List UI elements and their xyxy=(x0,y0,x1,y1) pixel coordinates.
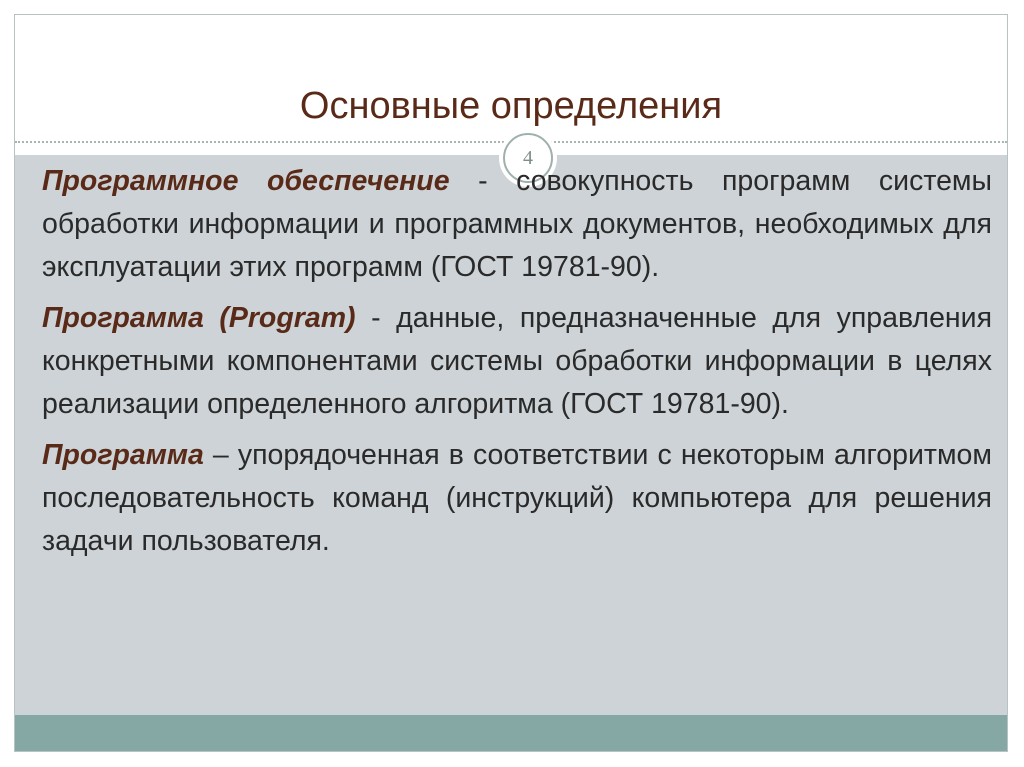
definitions-text xyxy=(42,160,992,571)
slide-title: Основные определения xyxy=(299,85,723,127)
definition-text: - совокупность программ системы обработки информации и программных документов, необходимых для эксплуатации этих программ (ГОСТ 19781-90). xyxy=(42,165,993,283)
definition-text: – упорядоченная в соответствии с некоторым алгоритмом последовательность команд (инструкций) компьютера для решения задачи пользователя. xyxy=(42,439,992,557)
definition-term: Программное обеспечение xyxy=(42,165,450,197)
definition-term: Программа xyxy=(42,439,204,471)
definition-paragraph xyxy=(42,434,992,563)
definition-paragraph xyxy=(42,297,992,426)
definition-paragraph xyxy=(42,160,992,289)
page-number: 4 xyxy=(503,133,553,183)
definition-text: - данные, предназначенные для управления конкретными компонентами системы обработки информации в целях реализации определенного алгоритма (ГОСТ 19781-90). xyxy=(42,302,993,420)
definition-term: Программа (Program) xyxy=(42,302,356,334)
bottom-bar xyxy=(15,715,1007,751)
